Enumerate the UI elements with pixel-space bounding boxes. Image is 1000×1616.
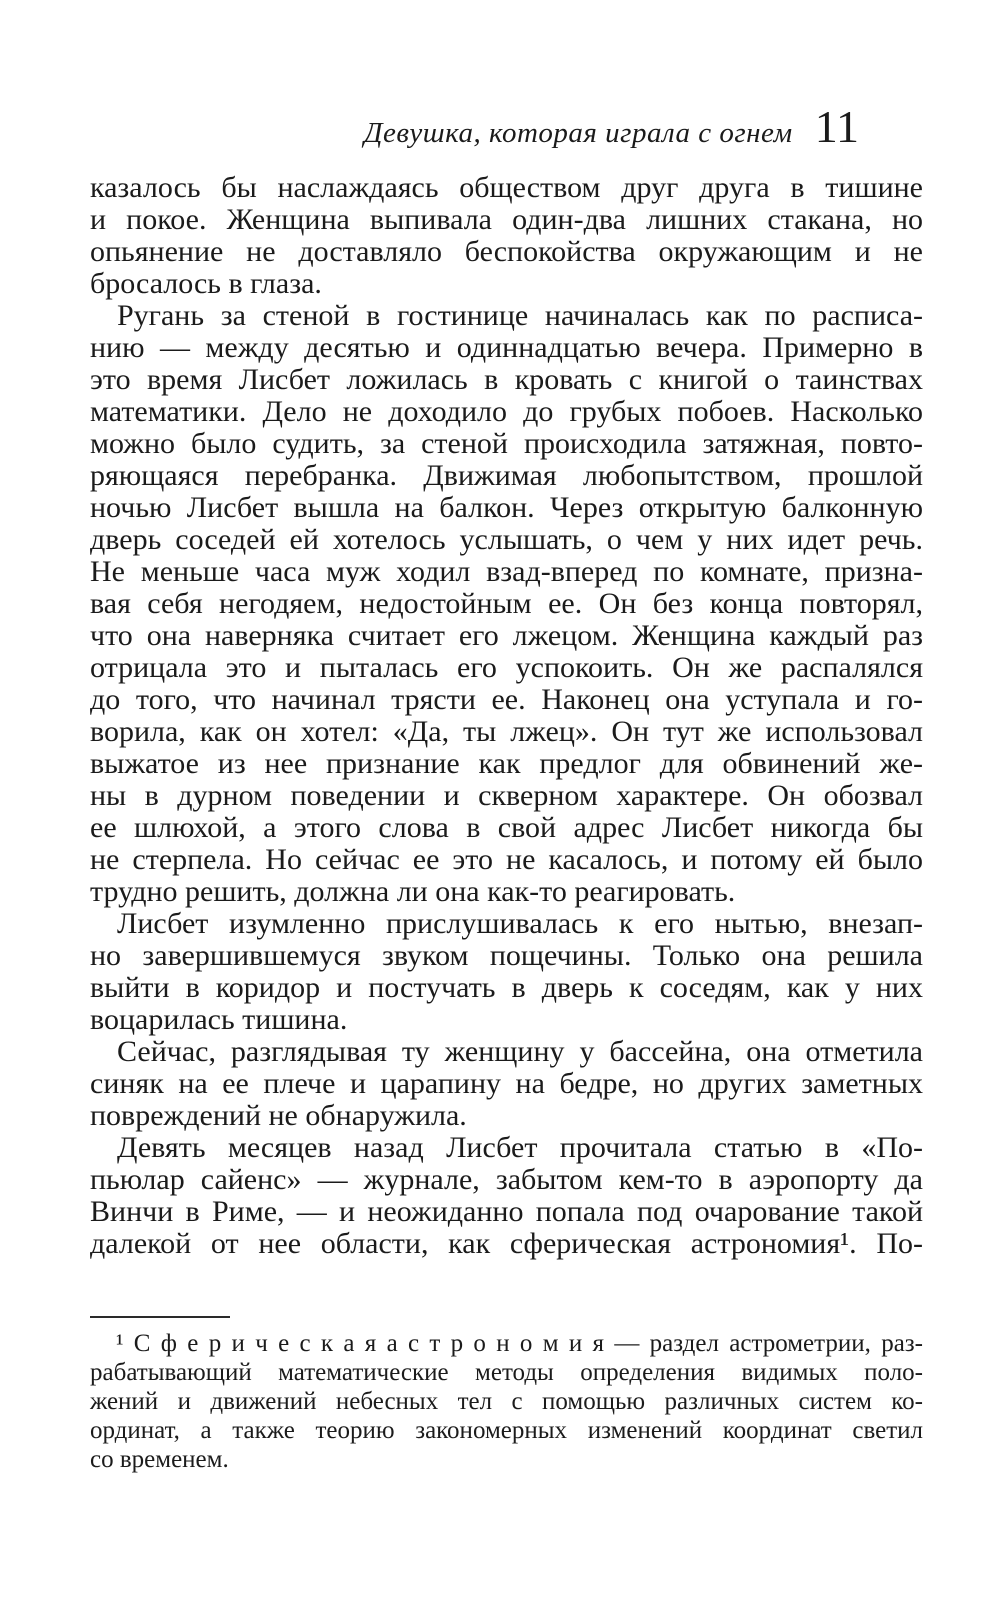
body-line: ее шлюхой, а этого слова в свой адрес Лисбет никогда бы: [90, 811, 923, 844]
footnote: [90, 1316, 923, 1474]
body-line: выйти в коридор и постучать в дверь к соседям, как у них: [90, 971, 923, 1004]
body-line: выжатое из нее признание как предлог для обвинений же-: [90, 747, 923, 780]
body-line: ны в дурном поведении и скверном характере. Он обозвал: [90, 779, 923, 812]
body-line: нию — между десятью и одиннадцатью вечера. Примерно в: [90, 331, 923, 364]
body-line: Винчи в Риме, — и неожиданно попала под очарование такой: [90, 1195, 923, 1228]
body-line: ряющаяся перебранка. Движимая любопытством, прошлой: [90, 459, 923, 492]
footnote-line: ¹ С ф е р и ч е с к а я а с т р о н о м и я — раздел астрометрии, раз-: [116, 1330, 923, 1357]
body-line: и покое. Женщина выпивала один-два лишних стакана, но: [90, 203, 923, 236]
body-line: отрицала это и пыталась его успокоить. Он же распалялся: [90, 651, 923, 684]
body-line: воцарилась тишина.: [90, 1003, 348, 1036]
body-line: Сейчас, разглядывая ту женщину у бассейна, она отметила: [117, 1035, 923, 1068]
body-line: повреждений не обнаружила.: [90, 1099, 467, 1132]
body-line: Ругань за стеной в гостинице начиналась как по расписа-: [117, 299, 923, 332]
body-line: математики. Дело не доходило до грубых побоев. Насколько: [90, 395, 923, 428]
body-line: это время Лисбет ложилась в кровать с книгой о таинствах: [90, 363, 923, 396]
body-line: бросалось в глаза.: [90, 267, 322, 300]
body-line: дверь соседей ей хотелось услышать, о чем у них идет речь.: [90, 523, 923, 556]
body-line: но завершившемуся звуком пощечины. Только она решила: [90, 939, 923, 972]
body-line: далекой от нее области, как сферическая астрономия¹. По-: [90, 1227, 923, 1260]
body-line: опьянение не доставляло беспокойства окружающим и не: [90, 235, 923, 268]
body-line: ночью Лисбет вышла на балкон. Через открытую балконную: [90, 491, 923, 524]
footnote-text: [90, 1329, 923, 1474]
body-line: ворила, как он хотел: «Да, ты лжец». Он тут же использовал: [90, 715, 923, 748]
running-header: [90, 101, 859, 152]
body-line: можно было судить, за стеной происходила затяжная, повто-: [90, 427, 923, 460]
running-header-title: Девушка, которая играла с огнем: [364, 117, 793, 149]
body-line: трудно решить, должна ли она как-то реагировать.: [90, 875, 736, 908]
body-line: что она наверняка считает его лжецом. Женщина каждый раз: [90, 619, 923, 652]
body-line: Девять месяцев назад Лисбет прочитала статью в «По-: [117, 1131, 923, 1164]
footnote-line: со временем.: [90, 1446, 229, 1473]
footnote-line: ординат, а также теорию закономерных изменений координат светил: [90, 1417, 923, 1444]
body-line: вая себя негодяем, недостойным ее. Он без конца повторял,: [90, 587, 923, 620]
body-line: не стерпела. Но сейчас ее это не касалось, и потому ей было: [90, 843, 923, 876]
page-number: 11: [814, 101, 859, 152]
body-line: синяк на ее плече и царапину на бедре, но других заметных: [90, 1067, 923, 1100]
footnote-line: жений и движений небесных тел с помощью различных систем ко-: [90, 1388, 923, 1415]
body-text: [90, 172, 923, 1260]
body-line: до того, что начинал трясти ее. Наконец она уступала и го-: [90, 683, 923, 716]
body-line: пьюлар сайенс» — журнале, забытом кем-то в аэропорту да: [90, 1163, 923, 1196]
footnote-line: рабатывающий математические методы определения видимых поло-: [90, 1359, 923, 1386]
body-line: казалось бы наслаждаясь обществом друг друга в тишине: [90, 171, 923, 204]
body-line: Не меньше часа муж ходил взад-вперед по комнате, призна-: [90, 555, 923, 588]
footnote-divider: [90, 1316, 230, 1318]
body-line: Лисбет изумленно прислушивалась к его нытью, внезап-: [117, 907, 923, 940]
